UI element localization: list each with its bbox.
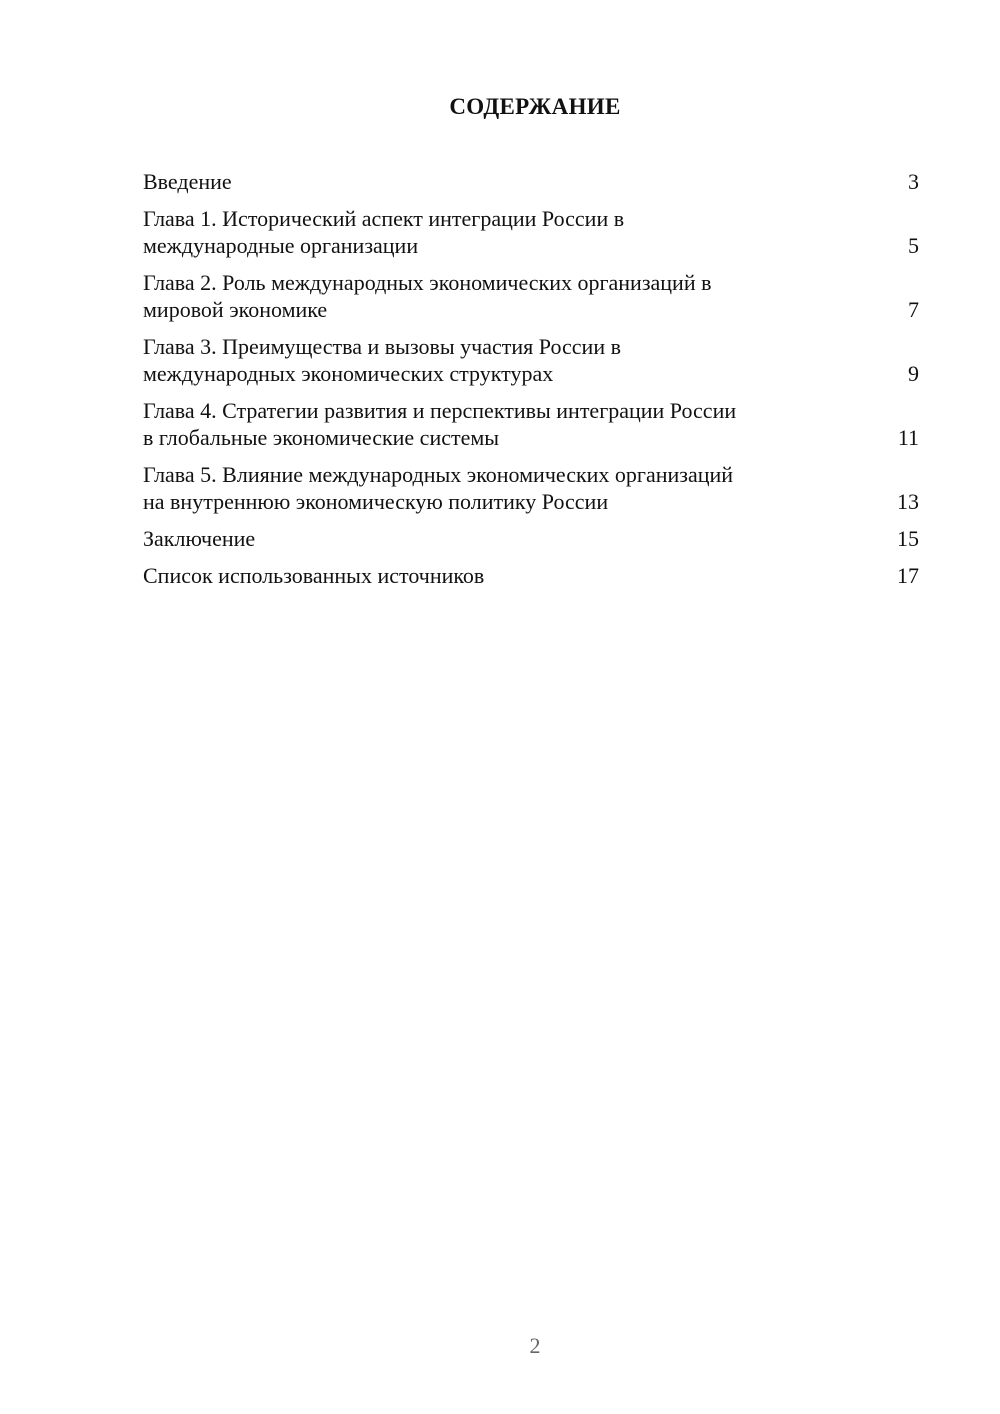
toc-entry-page: 17 (897, 563, 919, 588)
toc-entry-text: Введение (143, 169, 232, 194)
toc-entry-references (143, 562, 919, 589)
toc-entry-chapter-5 (143, 461, 919, 515)
toc-entry-page: 11 (897, 425, 919, 450)
toc-entry-text: Глава 2. Роль международных экономических организаций в мировой экономике (143, 270, 712, 322)
page-number: 2 (529, 1333, 541, 1358)
toc-entry-page: 13 (897, 489, 919, 514)
toc-entry-page: 3 (908, 169, 919, 194)
toc-title: СОДЕРЖАНИЕ (449, 94, 621, 119)
toc-entry-chapter-1 (143, 205, 919, 259)
toc-entry-text: Глава 1. Исторический аспект интеграции России в международные организации (143, 206, 625, 258)
toc-entry-text: Список использованных источников (143, 563, 485, 588)
toc-entry-text: Глава 5. Влияние международных экономических организаций на внутреннюю экономическую политику России (143, 462, 734, 514)
toc-entry-page: 5 (908, 233, 919, 258)
toc-entry-chapter-3 (143, 333, 919, 387)
toc-entry-text: Заключение (143, 526, 256, 551)
toc-entry-conclusion (143, 525, 919, 552)
toc-entry-introduction (143, 168, 919, 195)
table-of-contents (143, 168, 919, 599)
toc-entry-page: 7 (908, 297, 919, 322)
toc-entry-text: Глава 4. Стратегии развития и перспективы интеграции России в глобальные экономические системы (143, 398, 737, 450)
toc-entry-text: Глава 3. Преимущества и вызовы участия России в международных экономических структурах (143, 334, 621, 386)
toc-entry-chapter-2 (143, 269, 919, 323)
toc-entry-page: 15 (897, 526, 919, 551)
toc-entry-page: 9 (908, 361, 919, 386)
toc-entry-chapter-4 (143, 397, 919, 451)
